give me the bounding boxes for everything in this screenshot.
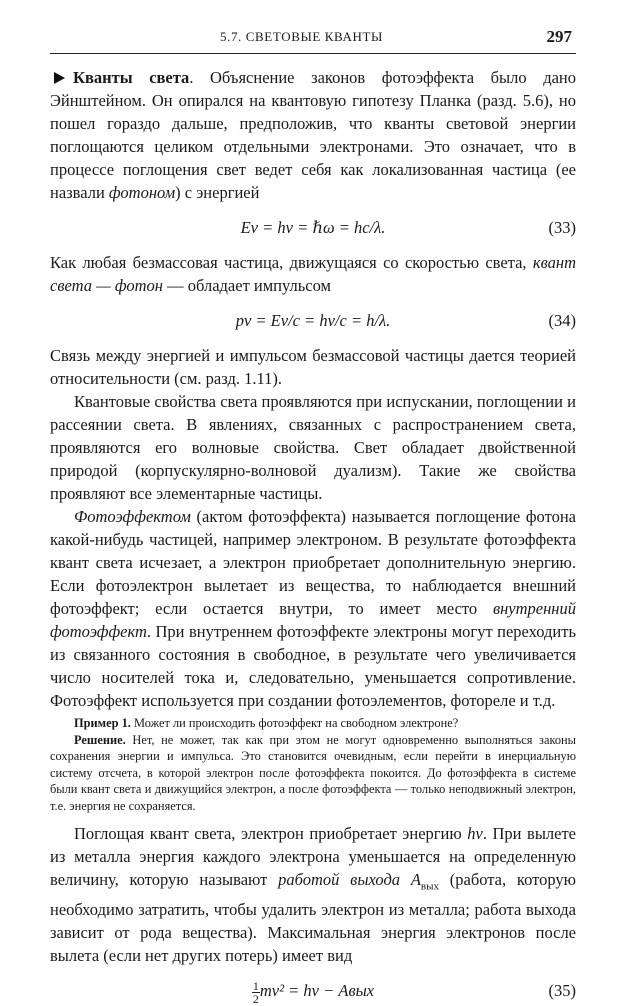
paragraph-momentum: Как любая безмассовая частица, движущаяся со скоростью света, квант света — фотон — обладает импульсом	[50, 253, 576, 295]
term-photon: фотоном	[108, 183, 176, 202]
example-solution: Решение. Нет, не может, так как при этом не могут одновременно выполняться законы сохранения энергии и импульса. Это становится очевидным, если перейти в инерциальную систему отсчета, в которой электрон после фотоэффекта покоится. До фотоэффекта в системе были квант света и движущийся электрон, а после фотоэффекта — только неподвижный электрон, т.е. энергия не сохраняется.	[50, 732, 576, 813]
equation-number: (33)	[548, 218, 576, 237]
equation-number: (35)	[548, 981, 576, 1001]
paragraph-quantum-properties: Квантовые свойства света проявляются при испускании, поглощении и рассеянии света. В явлениях, связанных с распространением света, проявляются его волновые свойства. Свет обладает двойственной природой (корпускулярно-волновой дуализм). Такие же свойства проявляют все элементарные частицы.	[50, 392, 576, 503]
fraction-one-half: $\frac{1}{2}$	[252, 979, 259, 1006]
equation-formula: Eν = hν = ℏω = hc/λ.	[240, 218, 386, 237]
header-rule	[50, 53, 576, 54]
example-label: Пример 1.	[74, 716, 131, 730]
term-internal-photoeffect: внутренний фотоэффект	[50, 599, 576, 641]
term-photoeffect: Фотоэффектом	[74, 507, 191, 526]
section-title: Кванты света	[73, 68, 190, 87]
paragraph-work-function: Поглощая квант света, электрон приобретает энергию hν. При вылете из металла энергия каждого электрона уменьшается на определенную величину, которую называют работой выхода $A_{вых}$ (работа, которую необходимо затратить, чтобы удалить электрон из металла; работа выхода зависит от рода вещества). Максимальная энергия электронов после вылета (если нет других потерь) имеет вид	[50, 824, 577, 966]
equation-formula: mv² = hν − Aвых	[259, 981, 375, 1001]
equation-number: (34)	[548, 311, 576, 330]
term-work-function: работой выхода A	[278, 870, 421, 889]
paragraph-relation: Связь между энергией и импульсом безмассовой частицы дается теорией относительности (см. разд. 1.11).	[50, 346, 576, 388]
equation-formula: pν = Eν/c = hν/c = h/λ.	[235, 311, 391, 330]
example-question: Пример 1. Может ли происходить фотоэффект на свободном электроне?	[74, 716, 459, 730]
page-number: 297	[546, 27, 572, 46]
term-light-quantum: квант света — фотон	[50, 253, 576, 295]
page-body	[50, 66, 577, 1006]
equation-34	[50, 309, 576, 332]
paragraph-photoeffect: Фотоэффектом (актом фотоэффекта) называется поглощение фотона какой-нибудь частицей, например электроном. В результате фотоэффекта квант света исчезает, а электрон приобретает дополнительную энергию. Если фотоэлектрон вылетает из вещества, то наблюдается внешний фотоэффект; если остается внутри, то имеет место внутренний фотоэффект. При внутреннем фотоэффекте электроны могут переходить из связанного состояния в свободное, в результате чего увеличивается число носителей тока и, следовательно, уменьшается сопротивление. Фотоэффект используется при создании фотоэлементов, фотореле и т.д.	[50, 507, 576, 710]
triangle-bullet-icon	[54, 72, 65, 84]
example-box	[50, 715, 576, 814]
paragraph-quanta: Кванты света. Объяснение законов фотоэффекта было дано Эйнштейном. Он опирался на квантовую гипотезу Планка (разд. 5.6), но пошел гораздо дальше, предположив, что кванты световой энергии поглощаются целиком отдельными электронами. Это означает, что в процессе поглощения свет ведет себя как локализованная частица (ее назвали фотоном) с энергией	[50, 68, 576, 202]
running-title: 5.7. СВЕТОВЫЕ КВАНТЫ	[220, 29, 383, 44]
solution-label: Решение.	[74, 732, 126, 747]
equation-35	[50, 979, 576, 1006]
page-header	[50, 27, 572, 51]
equation-33	[50, 216, 576, 239]
